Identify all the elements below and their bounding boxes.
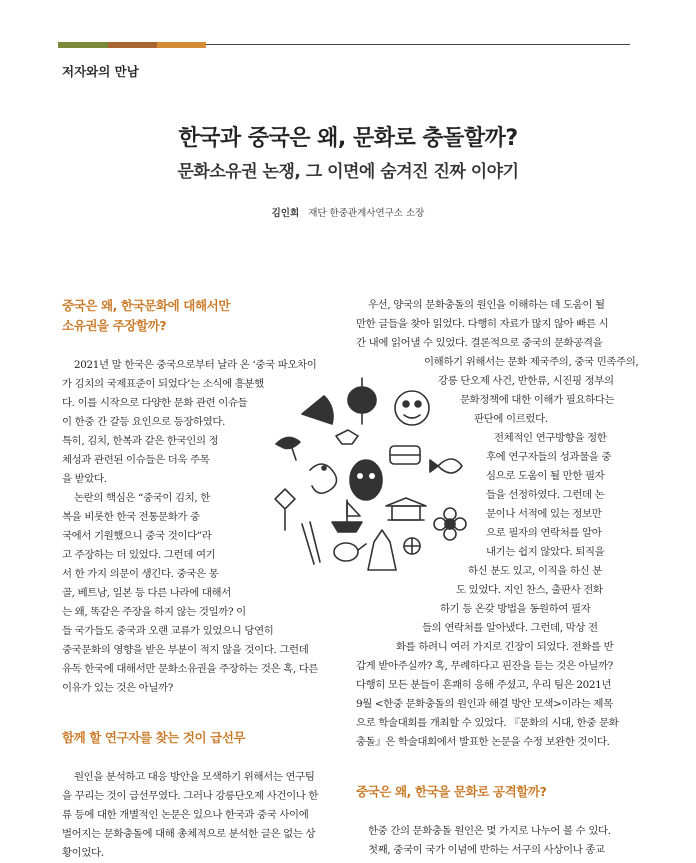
text-line: 간 내에 읽어낼 수 있었다. 결론적으로 중국의 문화공격을 xyxy=(356,337,603,349)
text-line: 복을 비롯한 한국 전통문화가 중 xyxy=(62,511,200,523)
text-line: 을 꾸리는 것이 급선무였다. 그러나 강릉단오제 사건이나 한 xyxy=(62,790,319,802)
text-line: 이 한중 간 갈등 요인으로 등장하였다. xyxy=(62,416,226,428)
lantern-icon xyxy=(348,378,376,424)
hanbok-icon xyxy=(368,530,396,570)
fan-icon xyxy=(302,396,333,424)
text-line: 으로 필자의 연락처를 알아 xyxy=(486,527,602,539)
mask-icon xyxy=(350,460,382,500)
header-rule xyxy=(206,44,630,45)
text-line: 다행히 모든 분들이 흔쾌히 응해 주셨고, 우리 팀은 2021년 xyxy=(356,679,612,691)
section-heading: 중국은 왜, 한국을 문화로 공격할까? xyxy=(356,784,547,799)
fish-icon xyxy=(430,459,462,473)
text-line: 들의 연락처를 알아냈다. 그런데, 막상 전 xyxy=(422,622,598,634)
article-title: 한국과 중국은 왜, 문화로 충돌할까? xyxy=(178,126,518,151)
text-line: 서 한 가지 의문이 생긴다. 중국은 몽 xyxy=(62,568,219,580)
text-line: 을 받았다. xyxy=(62,473,107,485)
text-line: 황이었다. xyxy=(62,847,104,859)
bird-icon xyxy=(276,437,300,460)
text-line: 이해하기 위해서는 문화 제국주의, 중국 민족주의, xyxy=(424,356,639,368)
text-line: 하기 등 온갖 방법을 동원하여 필자 xyxy=(440,603,591,615)
bar-segment-olive xyxy=(58,42,108,48)
lion-mask-icon xyxy=(395,391,429,425)
text-line: 다. 이를 시작으로 다양한 문화 관련 이슈들 xyxy=(62,397,248,409)
text-line: 들을 선정하였다. 그런데 논 xyxy=(486,489,605,501)
text-line: 이유가 있는 것은 아닐까? xyxy=(62,682,173,694)
text-line: 강릉 단오제 사건, 반한류, 시진핑 정부의 xyxy=(438,375,614,387)
text-line: 전체적인 연구방향을 정한 xyxy=(494,432,607,444)
text-line: 특히, 김치, 한복과 같은 한국인의 정 xyxy=(62,435,219,447)
teapot-icon xyxy=(334,543,366,561)
author-name: 김인희 xyxy=(271,208,300,219)
knot-icon xyxy=(275,489,295,530)
text-line: 체성과 관련된 이슈들은 더욱 주목 xyxy=(62,454,210,466)
text-line: 첫째, 중국이 국가 이념에 반하는 서구의 사상이나 종교 xyxy=(368,844,605,856)
text-line: 2021년 말 한국은 중국으로부터 날라 온 ‘중국 파오차이 xyxy=(74,359,317,371)
section-heading: 소유권을 주장할까? xyxy=(62,318,167,333)
text-line: 도 있었다. 지인 찬스, 출판사 전화 xyxy=(456,584,603,596)
section-heading: 중국은 왜, 한국문화에 대해서만 xyxy=(62,298,230,313)
text-line: 화를 하려니 여러 가지로 긴장이 되었다. 전화를 반 xyxy=(396,641,614,653)
pagoda-icon xyxy=(386,498,426,520)
section-heading: 함께 할 연구자를 찾는 것이 급선무 xyxy=(62,730,246,745)
paragraph xyxy=(356,822,636,860)
text-line: 중국문화의 영향을 받은 부분이 적지 않을 것이다. 그런데 xyxy=(62,644,309,656)
text-line: 가 김치의 국제표준이 되었다’는 소식에 흥분했 xyxy=(62,378,264,390)
flower-icon xyxy=(434,508,466,540)
text-line: 충돌』은 학술대회에서 발표한 논문을 수정 보완한 것이다. xyxy=(356,736,610,748)
text-line: 9월 <한중 문화충돌의 원인과 해결 방안 모색>이라는 제목 xyxy=(356,698,613,710)
drum-icon xyxy=(390,446,420,464)
text-line: 우선, 양국의 문화충돌의 원인을 이해하는 데 도움이 될 xyxy=(368,299,605,311)
text-line: 논란의 핵심은 “중국이 김치, 한 xyxy=(74,492,210,504)
text-line: 심으로 도움이 될 만한 필자 xyxy=(486,470,605,482)
text-line: 하신 분도 있고, 이직을 하신 분 xyxy=(468,565,602,577)
paragraph xyxy=(62,768,332,863)
bar-segment-orange xyxy=(157,42,206,48)
text-line: 문이나 서적에 있는 정보만 xyxy=(486,508,602,520)
section-label: 저자와의 만남 xyxy=(62,64,139,79)
text-line: 벌어지는 문화충돌에 대해 총체적으로 분석한 글은 없는 상 xyxy=(62,828,316,840)
article-subtitle: 문화소유권 논쟁, 그 이면에 숨겨진 진짜 이야기 xyxy=(177,162,519,182)
author-affiliation: 재단 한중관계사연구소 소장 xyxy=(308,208,425,219)
text-line: 골, 베트남, 일본 등 다른 나라에 대해서 xyxy=(62,587,231,599)
chopsticks-icon xyxy=(302,522,320,564)
text-line: 으로 학술대회를 개최할 수 있었다. 『문화의 시대, 한중 문화 xyxy=(356,717,619,729)
text-line: 갑게 받아주실까? 혹, 무례하다고 핀잔을 듣는 것은 아닐까? xyxy=(356,660,613,672)
text-line: 문화정책에 대한 이해가 필요하다는 xyxy=(460,394,615,406)
header-color-bar xyxy=(58,42,630,48)
author-line xyxy=(0,205,696,219)
boat-icon xyxy=(332,500,362,532)
gold-ingot-icon xyxy=(336,430,358,444)
text-line: 유독 한국에 대해서만 문화소유권을 주장하는 것은 혹, 다른 xyxy=(62,663,319,675)
dragon-icon xyxy=(310,464,337,493)
text-line: 원인을 분석하고 대응 방안을 모색하기 위해서는 연구팀 xyxy=(74,771,315,783)
cultural-motifs-illustration xyxy=(262,374,476,580)
text-line: 후에 연구자들의 성과물을 중 xyxy=(486,451,612,463)
text-line: 판단에 이르렀다. xyxy=(474,413,548,425)
text-line: 만한 글들을 찾아 읽었다. 다행히 자료가 많지 않아 빠른 시 xyxy=(356,318,609,330)
text-line: 한중 간의 문화충돌 원인은 몇 가지로 나누어 볼 수 있다. xyxy=(368,825,611,837)
bar-segment-brown xyxy=(108,42,157,48)
text-line: 내기는 쉽지 않았다. 퇴직을 xyxy=(486,546,605,558)
text-line: 고 주장하는 더 있었다. 그런데 여기 xyxy=(62,549,216,561)
text-line: 류 등에 대한 개별적인 논문은 있으나 한국과 중국 사이에 xyxy=(62,809,309,821)
text-line: 국에서 기원했으니 중국 것이다”라 xyxy=(62,530,212,542)
text-line: 들 국가들도 중국과 오랜 교류가 있었으니 당연히 xyxy=(62,625,274,637)
text-line: 는 왜, 똑같은 주장을 하지 않는 것일까? 이 xyxy=(62,606,246,618)
